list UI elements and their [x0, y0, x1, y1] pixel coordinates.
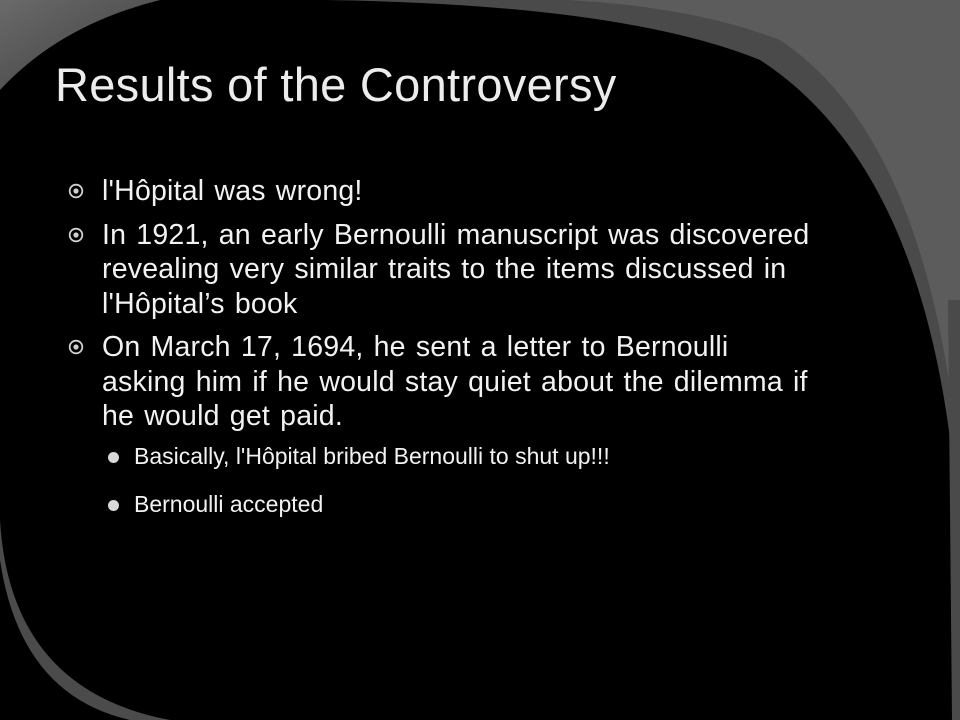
frame-right-edge	[948, 300, 960, 720]
bullet-item	[68, 174, 818, 209]
sub-bullet-item	[68, 491, 818, 518]
sub-bullet-list	[68, 443, 818, 518]
bullet-item	[68, 218, 818, 322]
sub-bullet-item	[68, 443, 818, 470]
dot-icon	[108, 500, 119, 511]
target-circle-icon	[68, 183, 84, 199]
target-circle-icon	[68, 227, 84, 243]
bullet-text: On March 17, 1694, he sent a letter to Bernoulli asking him if he would stay quiet about the dilemma if he would get paid.	[102, 331, 808, 432]
slide-title: Results of the Controversy	[55, 58, 617, 111]
dot-icon	[108, 452, 119, 463]
sub-bullet-text: Bernoulli accepted	[134, 490, 324, 517]
target-circle-icon	[68, 339, 84, 355]
bullet-text: In 1921, an early Bernoulli manuscript was discovered revealing very similar traits to the items discussed in l'Hôpital’s book	[102, 218, 810, 320]
bullet-item	[68, 330, 818, 434]
sub-bullet-text: Basically, l'Hôpital bribed Bernoulli to shut up!!!	[134, 442, 610, 469]
slide-body	[68, 174, 818, 539]
bullet-text: l'Hôpital was wrong!	[102, 175, 363, 207]
